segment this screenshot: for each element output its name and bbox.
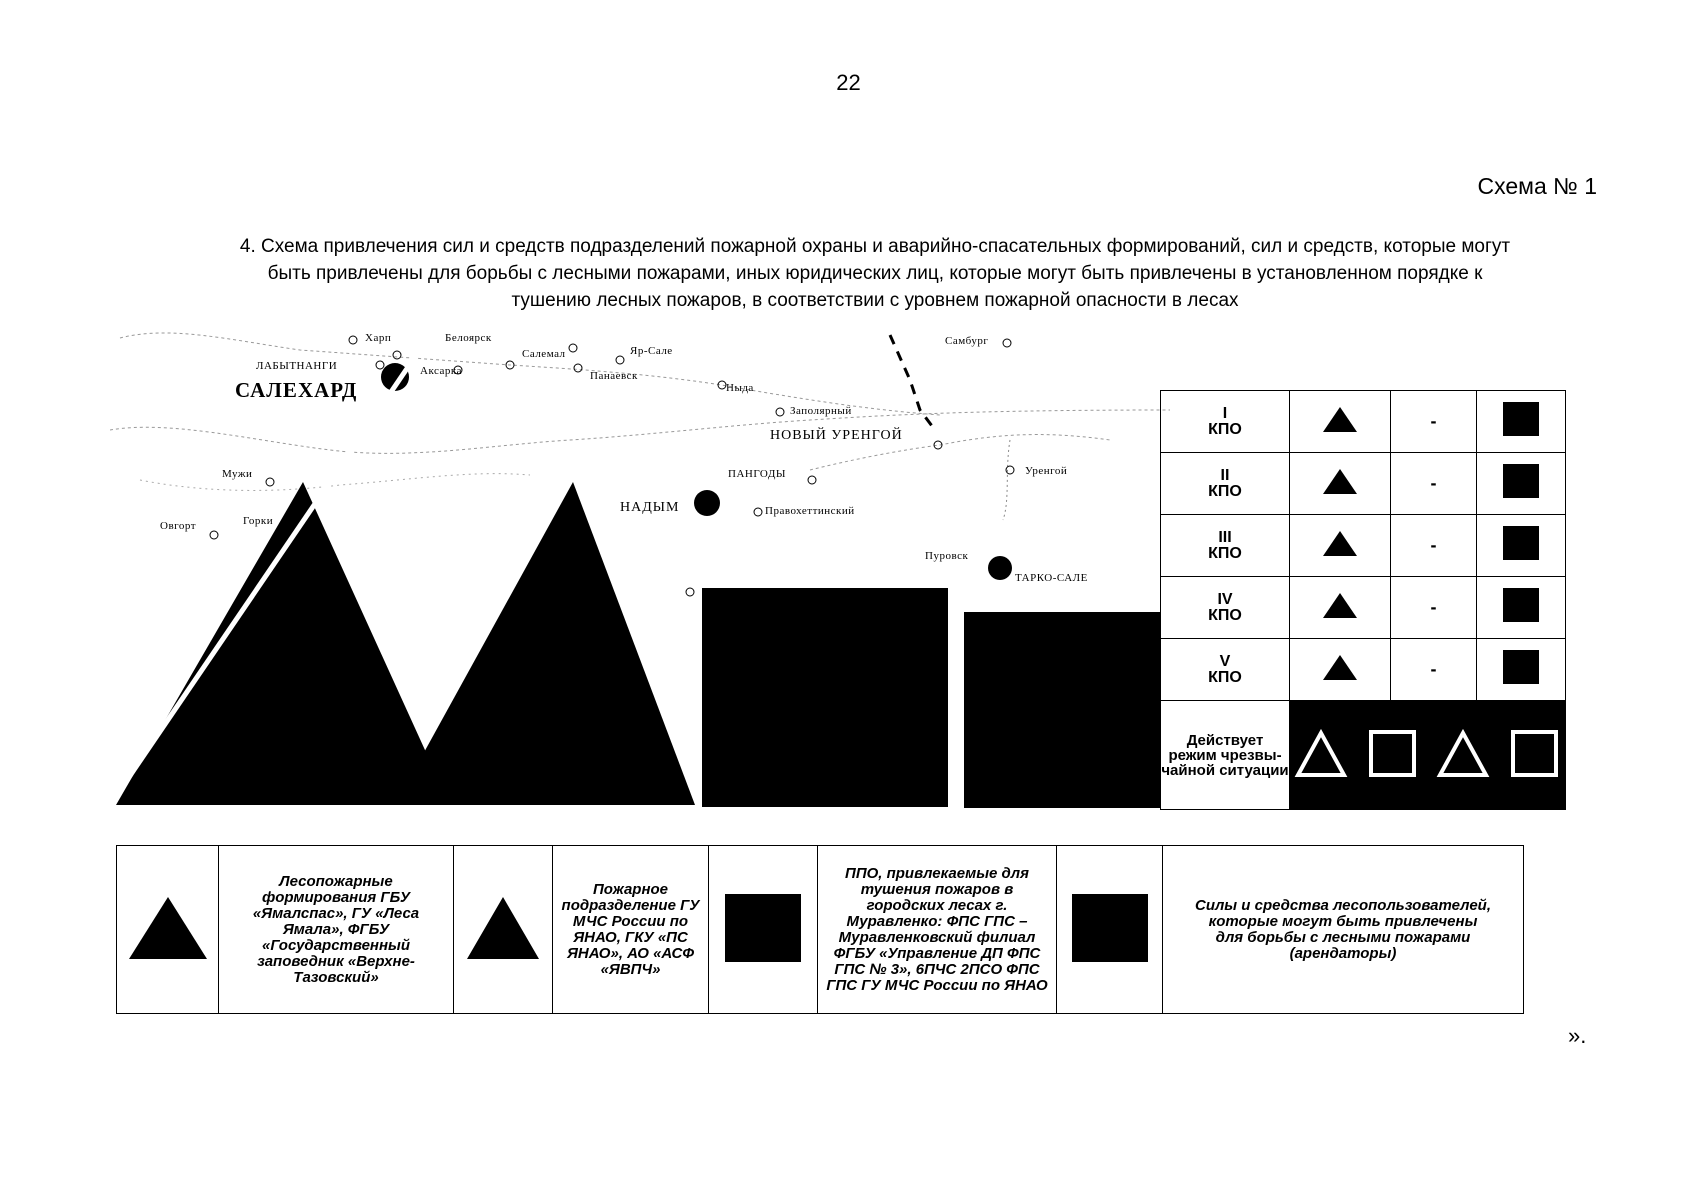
kpo-row [1161, 453, 1566, 515]
kpo-dash-cell: - [1391, 577, 1477, 639]
outline-triangle-icon [1440, 733, 1486, 775]
square-icon [1501, 586, 1541, 624]
outline-triangle-icon [1298, 733, 1344, 775]
settlement-dot [1003, 339, 1011, 347]
legend-item-4: Силы и средства лесопользователей, которые могут быть привлечены для борьбы с лесными пожарами (арендаторы) [1163, 846, 1524, 1014]
legend-triangle-1-cell [117, 846, 219, 1014]
city-label-pangody: ПАНГОДЫ [728, 468, 786, 480]
city-label-muzhi: Мужи [222, 468, 253, 480]
settlement-dot [616, 356, 624, 364]
settlement-dot [376, 361, 384, 369]
emergency-row [1161, 701, 1566, 810]
settlement-dot [574, 364, 582, 372]
kpo-triangle-cell [1290, 515, 1391, 577]
city-label-aksarka: Аксарка [420, 365, 462, 377]
outline-square-icon [1513, 732, 1556, 775]
kpo-label: I КПО [1161, 391, 1290, 453]
square-icon [723, 892, 803, 964]
emergency-symbols [1290, 701, 1566, 810]
kpo-label: V КПО [1161, 639, 1290, 701]
kpo-label: II КПО [1161, 453, 1290, 515]
city-label-belyarsk: Белоярск [445, 332, 492, 344]
kpo-square-cell [1477, 577, 1566, 639]
kpo-dash-cell: - [1391, 453, 1477, 515]
city-label-purovsk: Пуровск [925, 550, 969, 562]
city-label-yar-sale: Яр-Сале [630, 345, 673, 357]
city-label-panaevsk: Панаевск [590, 370, 638, 382]
settlement-dot [569, 344, 577, 352]
map-square-2 [964, 612, 1160, 808]
city-label-ovgort: Овгорт [160, 520, 197, 532]
kpo-label: III КПО [1161, 515, 1290, 577]
city-label-zapolyarny: Заполярный [790, 405, 852, 417]
triangle-icon [1320, 404, 1360, 434]
city-label-novy-urengoy: НОВЫЙ УРЕНГОЙ [770, 428, 903, 443]
kpo-row [1161, 391, 1566, 453]
kpo-square-cell [1477, 515, 1566, 577]
kpo-row [1161, 577, 1566, 639]
legend-item-1: Лесопожарные формирования ГБУ «Ямалспас», ГУ «Леса Ямала», ФГБУ «Государственный заповедник «Верхне-Тазовский» [219, 846, 454, 1014]
kpo-triangle-cell [1290, 577, 1391, 639]
settlement-dot [266, 478, 274, 486]
kpo-triangle-cell [1290, 391, 1391, 453]
legend-row [117, 846, 1524, 1014]
map-river-line [110, 410, 1170, 453]
map-river-line [1003, 440, 1010, 520]
city-dot-nadym [694, 490, 720, 516]
closing-mark: ». [1568, 1023, 1587, 1048]
city-label-tarko-sale: ТАРКО-САЛЕ [1015, 572, 1088, 584]
settlement-dot [1006, 466, 1014, 474]
city-label-nyda: Ныда [726, 382, 754, 394]
city-label-salekhard: САЛЕХАРД [235, 378, 358, 402]
legend-triangle-2-cell [454, 846, 553, 1014]
triangle-icon [1320, 466, 1360, 496]
city-label-kharp: Харп [365, 332, 392, 344]
emergency-symbols-svg [1293, 723, 1563, 783]
triangle-icon [1320, 652, 1360, 682]
city-label-urengoy: Уренгой [1025, 465, 1068, 477]
square-icon [1070, 892, 1150, 964]
page-number: 22 [836, 70, 861, 95]
scheme-title: 4. Схема привлечения сил и средств подразделений пожарной охраны и аварийно-спасательных формирований, сил и средств, которые могут быть привлечены для борьбы с лесными пожарами, иных юридических лиц, которые могут быть привлечены в установленном порядке к тушению лесных пожаров, в соответствии с уровнем пожарной опасности в лесах [239, 236, 1511, 311]
settlement-dot [754, 508, 762, 516]
kpo-square-cell [1477, 391, 1566, 453]
city-label-labytnangi: ЛАБЫТНАНГИ [256, 360, 338, 372]
legend-item-2: Пожарное подразделение ГУ МЧС России по ЯНАО, ГКУ «ПС ЯНАО», АО «АСФ «ЯВПЧ» [553, 846, 709, 1014]
kpo-dash-cell: - [1391, 639, 1477, 701]
settlement-dot [349, 336, 357, 344]
map-square-1 [702, 588, 948, 807]
kpo-triangle-cell [1290, 453, 1391, 515]
square-icon [1501, 524, 1541, 562]
settlement-dot [686, 588, 694, 596]
legend-item-3: ППО, привлекаемые для тушения пожаров в городских лесах г. Муравленко: ФПС ГПС – Муравленковский филиал ФГБУ «Управление ДП ФПС ГПС № 3», 6ПЧС 2ПСО ФПС ГПС ГУ МЧС России по ЯНАО [818, 846, 1057, 1014]
triangle-icon [125, 893, 211, 963]
emergency-label: Действует режим чрезвы-чайной ситуации [1161, 701, 1290, 810]
triangle-icon [1320, 590, 1360, 620]
map-border-line [890, 335, 935, 430]
city-label-pravokhettinsky: Правохеттинский [765, 505, 855, 517]
map-area [110, 320, 1180, 810]
kpo-table [1160, 390, 1566, 810]
city-label-samburg: Самбург [945, 335, 989, 347]
legend-table [116, 845, 1524, 1014]
square-icon [1501, 400, 1541, 438]
settlement-dot [210, 531, 218, 539]
kpo-dash-cell: - [1391, 515, 1477, 577]
scheme-label: Схема № 1 [1477, 173, 1597, 199]
kpo-square-cell [1477, 639, 1566, 701]
square-icon [1501, 462, 1541, 500]
city-label-salemal: Салемал [522, 348, 566, 360]
city-label-nadym: НАДЫМ [620, 500, 680, 515]
settlement-dot [776, 408, 784, 416]
legend-square-1-cell [709, 846, 818, 1014]
settlement-dot [808, 476, 816, 484]
kpo-square-cell [1477, 453, 1566, 515]
kpo-row [1161, 515, 1566, 577]
outline-square-icon [1371, 732, 1414, 775]
settlement-dot [393, 351, 401, 359]
city-dot-tarko-sale [988, 556, 1012, 580]
kpo-triangle-cell [1290, 639, 1391, 701]
square-icon [1501, 648, 1541, 686]
kpo-row [1161, 639, 1566, 701]
triangle-icon [463, 893, 543, 963]
city-label-gorki: Горки [243, 515, 274, 527]
triangle-icon [1320, 528, 1360, 558]
kpo-label: IV КПО [1161, 577, 1290, 639]
map-triangle-2 [395, 482, 695, 805]
kpo-dash-cell: - [1391, 391, 1477, 453]
legend-square-2-cell [1057, 846, 1163, 1014]
